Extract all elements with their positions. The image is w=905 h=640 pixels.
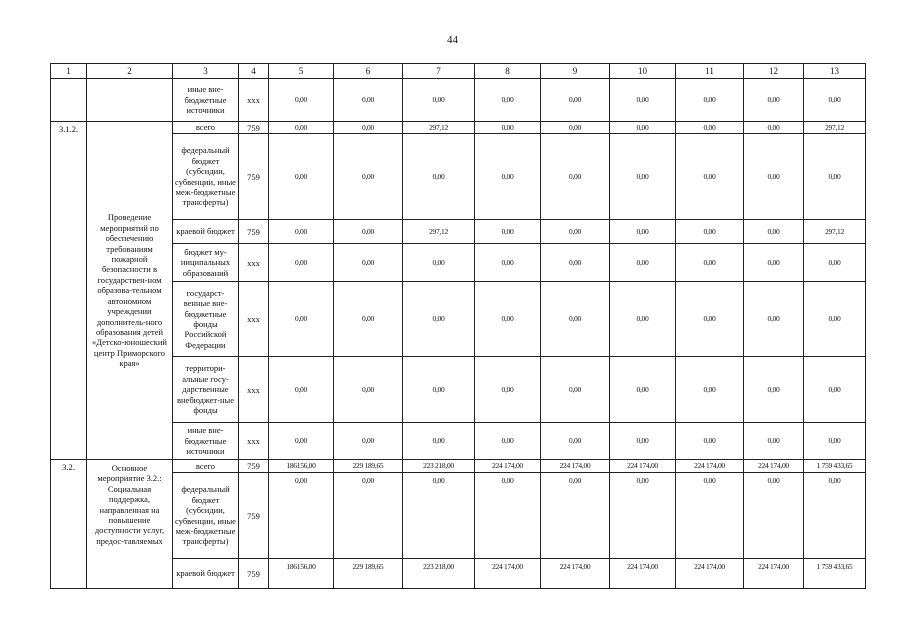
- value-cell: 0,00: [269, 79, 334, 122]
- value-cell: 0,00: [676, 220, 744, 244]
- source-cell: всего: [173, 460, 239, 473]
- value-cell: 229 189,65: [334, 460, 403, 473]
- code-cell: ххх: [239, 357, 269, 423]
- header-cell: 4: [239, 64, 269, 79]
- value-cell: 224 174,00: [676, 559, 744, 589]
- value-cell: 0,00: [610, 79, 676, 122]
- value-cell: 0,00: [610, 220, 676, 244]
- source-cell: краевой бюджет: [173, 220, 239, 244]
- value-cell: 224 174,00: [610, 460, 676, 473]
- value-cell: 0,00: [744, 134, 804, 220]
- value-cell: 0,00: [676, 122, 744, 134]
- code-cell: 759: [239, 473, 269, 559]
- value-cell: 0,00: [269, 357, 334, 423]
- value-cell: 0,00: [541, 357, 610, 423]
- value-cell: 0,00: [676, 473, 744, 559]
- value-cell: 0,00: [269, 134, 334, 220]
- value-cell: 0,00: [403, 423, 475, 460]
- header-cell: 1: [51, 64, 87, 79]
- value-cell: 0,00: [804, 282, 866, 357]
- value-cell: 0,00: [744, 79, 804, 122]
- value-cell: 0,00: [334, 220, 403, 244]
- header-cell: 6: [334, 64, 403, 79]
- value-cell: 0,00: [475, 220, 541, 244]
- value-cell: 0,00: [804, 79, 866, 122]
- value-cell: 0,00: [804, 423, 866, 460]
- value-cell: 0,00: [744, 122, 804, 134]
- source-cell: иные вне-бюджетные источники: [173, 423, 239, 460]
- value-cell: 0,00: [744, 357, 804, 423]
- value-cell: 0,00: [676, 357, 744, 423]
- item-number: 3.2.: [51, 460, 87, 589]
- table-row: [51, 79, 866, 122]
- value-cell: 0,00: [676, 79, 744, 122]
- value-cell: 297,12: [403, 220, 475, 244]
- value-cell: 186156,00: [269, 559, 334, 589]
- value-cell: 0,00: [334, 282, 403, 357]
- header-cell: 13: [804, 64, 866, 79]
- value-cell: 0,00: [269, 473, 334, 559]
- header-cell: 10: [610, 64, 676, 79]
- value-cell: 0,00: [334, 244, 403, 282]
- table-row: [51, 559, 866, 589]
- value-cell: 0,00: [804, 473, 866, 559]
- value-cell: 0,00: [269, 244, 334, 282]
- value-cell: 0,00: [610, 357, 676, 423]
- value-cell: 0,00: [744, 423, 804, 460]
- header-cell: 5: [269, 64, 334, 79]
- source-cell: бюджет му-ниципальных образований: [173, 244, 239, 282]
- value-cell: 0,00: [269, 282, 334, 357]
- table-row: [51, 220, 866, 244]
- value-cell: 0,00: [610, 244, 676, 282]
- header-cell: 7: [403, 64, 475, 79]
- value-cell: 297,12: [804, 122, 866, 134]
- page-number: 44: [447, 34, 458, 46]
- value-cell: 224 174,00: [541, 559, 610, 589]
- header-cell: 8: [475, 64, 541, 79]
- value-cell: 224 174,00: [676, 460, 744, 473]
- code-cell: 759: [239, 559, 269, 589]
- value-cell: 0,00: [475, 357, 541, 423]
- value-cell: 1 759 433,65: [804, 559, 866, 589]
- code-cell: ххх: [239, 282, 269, 357]
- code-cell: ххх: [239, 244, 269, 282]
- header-cell: 9: [541, 64, 610, 79]
- source-cell: государст-венные вне-бюджетные фонды Российской Федерации: [173, 282, 239, 357]
- value-cell: 224 174,00: [610, 559, 676, 589]
- value-cell: 0,00: [269, 122, 334, 134]
- value-cell: 0,00: [541, 473, 610, 559]
- value-cell: 223 218,00: [403, 460, 475, 473]
- budget-table: [50, 63, 866, 589]
- table-row: [51, 122, 866, 134]
- value-cell: 0,00: [676, 282, 744, 357]
- value-cell: 186156,00: [269, 460, 334, 473]
- value-cell: 0,00: [744, 220, 804, 244]
- source-cell: иные вне-бюджетные источники: [173, 79, 239, 122]
- value-cell: 0,00: [541, 220, 610, 244]
- source-cell: территори-альные госу-дарственные внебюджет-ные фонды: [173, 357, 239, 423]
- header-cell: 2: [87, 64, 173, 79]
- value-cell: 0,00: [541, 282, 610, 357]
- value-cell: 0,00: [475, 134, 541, 220]
- value-cell: 0,00: [804, 357, 866, 423]
- table-row: [51, 282, 866, 357]
- value-cell: 229 189,65: [334, 559, 403, 589]
- value-cell: 0,00: [541, 244, 610, 282]
- code-cell: ххх: [239, 79, 269, 122]
- value-cell: 0,00: [269, 220, 334, 244]
- table-row: [51, 423, 866, 460]
- item-name: Проведение мероприятий по обеспечению требованиям пожарной безопасности в государствен-ном образова-тельном автономном учреждении дополнитель-ного образования детей «Детско-юношеский центр Приморского края»: [87, 122, 173, 460]
- value-cell: 0,00: [269, 423, 334, 460]
- value-cell: 0,00: [676, 134, 744, 220]
- value-cell: 0,00: [334, 423, 403, 460]
- value-cell: 0,00: [403, 282, 475, 357]
- value-cell: 0,00: [541, 79, 610, 122]
- value-cell: 0,00: [403, 244, 475, 282]
- item-name: Основное мероприятие 3.2.: Социальная поддержка, направленная на повышение доступности услуг, предос-тавляемых: [87, 460, 173, 589]
- value-cell: 0,00: [403, 134, 475, 220]
- header-cell: 12: [744, 64, 804, 79]
- value-cell: 0,00: [475, 423, 541, 460]
- value-cell: 0,00: [334, 134, 403, 220]
- value-cell: 0,00: [334, 473, 403, 559]
- table-row: [51, 357, 866, 423]
- value-cell: 0,00: [610, 134, 676, 220]
- header-cell: 11: [676, 64, 744, 79]
- value-cell: 0,00: [676, 423, 744, 460]
- value-cell: 0,00: [541, 122, 610, 134]
- code-cell: 759: [239, 460, 269, 473]
- value-cell: 0,00: [475, 282, 541, 357]
- source-cell: краевой бюджет: [173, 559, 239, 589]
- value-cell: 0,00: [541, 134, 610, 220]
- value-cell: 0,00: [475, 244, 541, 282]
- source-cell: всего: [173, 122, 239, 134]
- value-cell: 0,00: [403, 473, 475, 559]
- item-number: 3.1.2.: [51, 122, 87, 460]
- value-cell: 0,00: [403, 357, 475, 423]
- value-cell: 224 174,00: [744, 460, 804, 473]
- table-row: [51, 473, 866, 559]
- value-cell: 0,00: [610, 282, 676, 357]
- value-cell: 0,00: [744, 244, 804, 282]
- value-cell: 224 174,00: [475, 460, 541, 473]
- table-row: [51, 244, 866, 282]
- value-cell: 0,00: [541, 423, 610, 460]
- value-cell: 0,00: [610, 423, 676, 460]
- value-cell: 0,00: [804, 134, 866, 220]
- value-cell: 297,12: [403, 122, 475, 134]
- table-row: [51, 134, 866, 220]
- source-cell: федеральный бюджет (субсидии, субвенции, иные меж-бюджетные трансферты): [173, 473, 239, 559]
- value-cell: 0,00: [610, 473, 676, 559]
- value-cell: 0,00: [334, 79, 403, 122]
- value-cell: 0,00: [334, 357, 403, 423]
- value-cell: 0,00: [475, 473, 541, 559]
- header-row: [51, 64, 866, 79]
- code-cell: 759: [239, 134, 269, 220]
- code-cell: 759: [239, 220, 269, 244]
- value-cell: 1 759 433,65: [804, 460, 866, 473]
- source-cell: федеральный бюджет (субсидии, субвенции, иные меж-бюджетные трансферты): [173, 134, 239, 220]
- code-cell: ххх: [239, 423, 269, 460]
- value-cell: 297,12: [804, 220, 866, 244]
- table-row: [51, 460, 866, 473]
- name-cell: [87, 79, 173, 122]
- number-cell: [51, 79, 87, 122]
- value-cell: 0,00: [804, 244, 866, 282]
- value-cell: 0,00: [744, 282, 804, 357]
- value-cell: 0,00: [610, 122, 676, 134]
- value-cell: 0,00: [334, 122, 403, 134]
- header-cell: 3: [173, 64, 239, 79]
- value-cell: 0,00: [475, 122, 541, 134]
- value-cell: 0,00: [676, 244, 744, 282]
- code-cell: 759: [239, 122, 269, 134]
- value-cell: 224 174,00: [744, 559, 804, 589]
- value-cell: 223 218,00: [403, 559, 475, 589]
- value-cell: 224 174,00: [475, 559, 541, 589]
- value-cell: 0,00: [403, 79, 475, 122]
- value-cell: 0,00: [475, 79, 541, 122]
- value-cell: 224 174,00: [541, 460, 610, 473]
- value-cell: 0,00: [744, 473, 804, 559]
